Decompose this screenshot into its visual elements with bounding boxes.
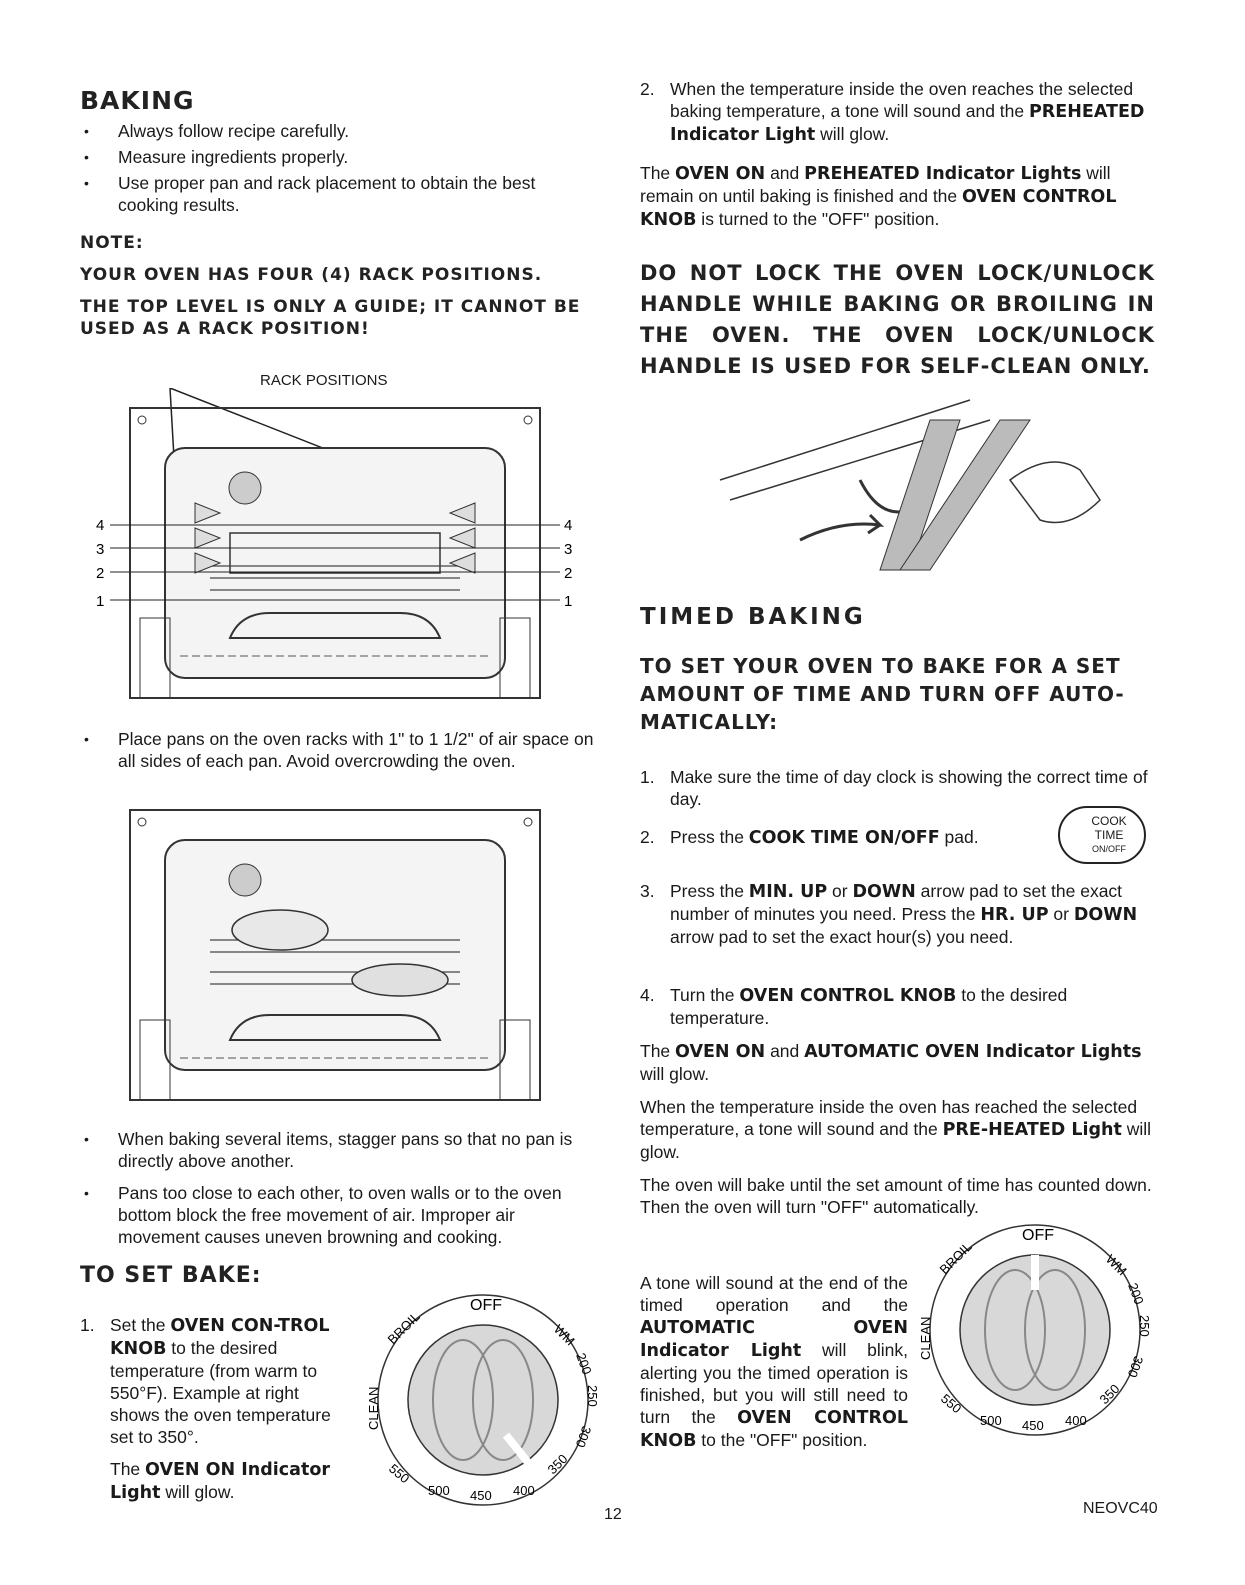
min-up-label: MIN. UP <box>748 882 828 902</box>
knob-label-550: 550 <box>386 1460 413 1487</box>
knob-label-clean: CLEAN <box>366 1386 381 1430</box>
rack-number-left-2: 2 <box>96 565 105 582</box>
countdown-paragraph <box>640 1174 1155 1218</box>
oven-control-knob-label: OVEN CON-TROL KNOB <box>110 1316 330 1359</box>
para-text: The <box>640 163 676 183</box>
step-number: 2. <box>640 827 655 847</box>
automatic-oven-lights-label: AUTOMATIC OVEN Indicator Lights <box>804 1042 1142 1062</box>
step-text: to the desired temperature. <box>670 985 1068 1028</box>
preheated-indicator-label: PREHEATED Indicator Light <box>670 102 1145 145</box>
knob-label-250: 250 <box>1137 1315 1152 1337</box>
note-label: NOTE: <box>80 233 144 253</box>
indicator-lights-paragraph <box>640 162 1160 231</box>
lock-warning: DO NOT LOCK THE OVEN LOCK/UNLOCK HANDLE WHILE BAKING OR BROILING IN THE OVEN. THE OVEN LOCK/UNLOCK HANDLE IS USED FOR SELF-CLEAN ONLY. <box>640 261 1155 378</box>
knob-label-350: 350 <box>1096 1381 1123 1408</box>
para-text: When the temperature inside the oven has reached the selected temperature, a tone will sound and the <box>640 1097 1138 1139</box>
timed-baking-subtitle: TO SET YOUR OVEN TO BAKE FOR A SET AMOUNT OF TIME AND TURN OFF AUTO-MATICALLY: <box>640 654 1125 734</box>
step-number: 1. <box>640 767 655 787</box>
knob-label-broil: BROIL <box>936 1238 975 1278</box>
para-text: The oven will bake until the set amount of time has counted down. Then the oven will turn "OFF" automatically. <box>640 1175 1152 1217</box>
timed-step-2 <box>640 826 1060 849</box>
para-text: will blink, alerting you the timed operation is finished, but you will still need to turn the <box>640 1340 908 1427</box>
cook-time-pad-line: ON/OFF <box>1092 844 1126 854</box>
cook-time-pad[interactable] <box>1058 806 1146 864</box>
knob-label-300: 300 <box>1124 1353 1147 1380</box>
step-text: arrow pad to set the exact number of minutes you need. Press the <box>670 881 1123 924</box>
oven-control-knob-off-illustration <box>910 1220 1160 1450</box>
step-text: will glow. <box>815 124 890 144</box>
step-number: 3. <box>640 881 655 901</box>
bullet-item: • Measure ingredients properly. <box>80 146 600 168</box>
knob-label-wm: WM <box>1102 1251 1130 1279</box>
knob-label-wm: WM <box>550 1321 578 1349</box>
set-bake-step-1 <box>80 1314 350 1448</box>
bullet-item: • Use proper pan and rack placement to obtain the best cooking results. <box>80 172 600 216</box>
knob-label-450: 450 <box>470 1488 492 1503</box>
para-text: and <box>765 163 805 183</box>
knob-label-off: OFF <box>470 1297 502 1314</box>
step-text: Turn the <box>670 985 740 1005</box>
down-label: DOWN <box>852 882 916 902</box>
rack-number-right-1: 1 <box>564 593 573 610</box>
step-text: When the temperature inside the oven reaches the selected baking temperature, a tone will sound and the <box>670 79 1134 121</box>
lock-handle-illustration <box>700 380 1120 580</box>
bullet-item: • When baking several items, stagger pans so that no pan is directly above another. <box>80 1128 600 1172</box>
bake-step-2 <box>640 78 1160 146</box>
hr-up-label: HR. UP <box>980 905 1049 925</box>
timed-step-1 <box>640 766 1155 810</box>
rack-number-right-2: 2 <box>564 565 573 582</box>
set-bake-step-1b <box>110 1458 350 1504</box>
step-text: The <box>110 1459 146 1479</box>
para-text: to the "OFF" position. <box>696 1430 868 1450</box>
preheated-paragraph <box>640 1096 1155 1163</box>
step-text: pad. <box>939 827 979 847</box>
rack-number-right-4: 4 <box>564 517 573 534</box>
oven-control-knob-illustration <box>358 1290 608 1520</box>
rack-number-left-3: 3 <box>96 541 105 558</box>
para-text: will remain on until baking is finished and the <box>640 163 1111 206</box>
step-text: or <box>827 881 853 901</box>
oven-control-knob-label: OVEN CONTROL KNOB <box>640 187 1117 230</box>
rack-positions-label: RACK POSITIONS <box>260 372 388 389</box>
page-number: 12 <box>604 1506 622 1523</box>
knob-label-500: 500 <box>428 1483 450 1498</box>
oven-on-indicator-label: OVEN ON Indicator Light <box>110 1460 330 1503</box>
step-text: arrow pad to set the exact hour(s) you need. <box>670 927 1014 947</box>
knob-label-broil: BROIL <box>384 1308 423 1348</box>
baking-bullets <box>80 120 600 220</box>
oven-with-pans-illustration <box>80 800 600 1110</box>
timed-baking-title: TIMED BAKING <box>640 604 866 630</box>
knob-label-500: 500 <box>980 1413 1002 1428</box>
step-number: 4. <box>640 985 655 1005</box>
rack-number-right-3: 3 <box>564 541 573 558</box>
step-text: Press the <box>670 827 749 847</box>
knob-label-200: 200 <box>1125 1280 1147 1307</box>
cook-time-pad-line: TIME <box>1094 828 1124 842</box>
step-text: or <box>1048 904 1074 924</box>
set-bake-title: TO SET BAKE: <box>80 1263 262 1288</box>
timed-step-3 <box>640 880 1155 948</box>
para-text: A tone will sound at the end of the timed operation and the <box>640 1273 908 1315</box>
automatic-oven-paragraph <box>640 1040 1155 1085</box>
knob-label-400: 400 <box>513 1483 535 1498</box>
knob-label-200: 200 <box>573 1350 595 1377</box>
knob-label-clean: CLEAN <box>918 1316 933 1360</box>
step-text: Set the <box>110 1315 171 1335</box>
baking-title: BAKING <box>80 86 195 115</box>
para-text: will glow. <box>640 1064 710 1084</box>
step-number: 2. <box>640 79 655 99</box>
knob-label-550: 550 <box>938 1390 965 1417</box>
tone-paragraph <box>640 1272 908 1452</box>
oven-on-label: OVEN ON <box>675 1042 766 1062</box>
step-text: Make sure the time of day clock is showing the correct time of day. <box>670 767 1148 809</box>
step-text: Press the <box>670 881 749 901</box>
rack-number-left-4: 4 <box>96 517 105 534</box>
step-number: 1. <box>80 1315 95 1335</box>
oven-rack-positions-illustration <box>80 388 600 708</box>
oven-control-knob-label: OVEN CONTROL KNOB <box>739 986 957 1006</box>
para-text: The <box>640 1041 676 1061</box>
para-text: will glow. <box>640 1119 1152 1162</box>
step-text: will glow. <box>160 1482 235 1502</box>
preheated-light-label: PRE-HEATED Light <box>942 1120 1122 1140</box>
timed-step-4 <box>640 984 1155 1029</box>
bullet-item: • Pans too close to each other, to oven walls or to the oven bottom block the free movement of air. Improper air movement causes uneven browning and cooking. <box>80 1182 600 1248</box>
cook-time-pad-line: COOK <box>1091 814 1127 828</box>
cook-time-label: COOK TIME ON/OFF <box>748 828 940 848</box>
oven-on-label: OVEN ON <box>675 164 766 184</box>
knob-label-off: OFF <box>1022 1227 1054 1244</box>
bullet-item: • Always follow recipe carefully. <box>80 120 600 142</box>
knob-label-300: 300 <box>572 1423 595 1450</box>
preheated-lights-label: PREHEATED Indicator Lights <box>804 164 1082 184</box>
knob-label-250: 250 <box>585 1385 600 1407</box>
automatic-oven-light-label: AUTOMATIC OVEN Indicator Light <box>640 1318 908 1361</box>
knob-label-450: 450 <box>1022 1418 1044 1433</box>
bullet-item: • Place pans on the oven racks with 1" to 1 1/2" of air space on all sides of each pan. Avoid overcrowding the oven. <box>80 728 600 772</box>
stagger-bullets <box>80 1128 600 1252</box>
step-text: to the desired temperature (from warm to 550°F). Example at right shows the oven temperature set to 350°. <box>110 1338 331 1447</box>
para-text: is turned to the "OFF" position. <box>696 209 940 229</box>
knob-label-350: 350 <box>544 1451 571 1478</box>
knob-label-400: 400 <box>1065 1413 1087 1428</box>
note-line-2: THE TOP LEVEL IS ONLY A GUIDE; IT CANNOT BE USED AS A RACK POSITION! <box>80 297 581 339</box>
oven-control-knob-label: OVEN CONTROL KNOB <box>640 1408 908 1451</box>
note-line-1: YOUR OVEN HAS FOUR (4) RACK POSITIONS. <box>80 265 543 285</box>
para-text: and <box>765 1041 805 1061</box>
document-id: NEOVC40 <box>1083 1500 1158 1517</box>
rack-number-left-1: 1 <box>96 593 105 610</box>
pan-placement-bullet <box>80 728 600 776</box>
down-label: DOWN <box>1073 905 1138 925</box>
